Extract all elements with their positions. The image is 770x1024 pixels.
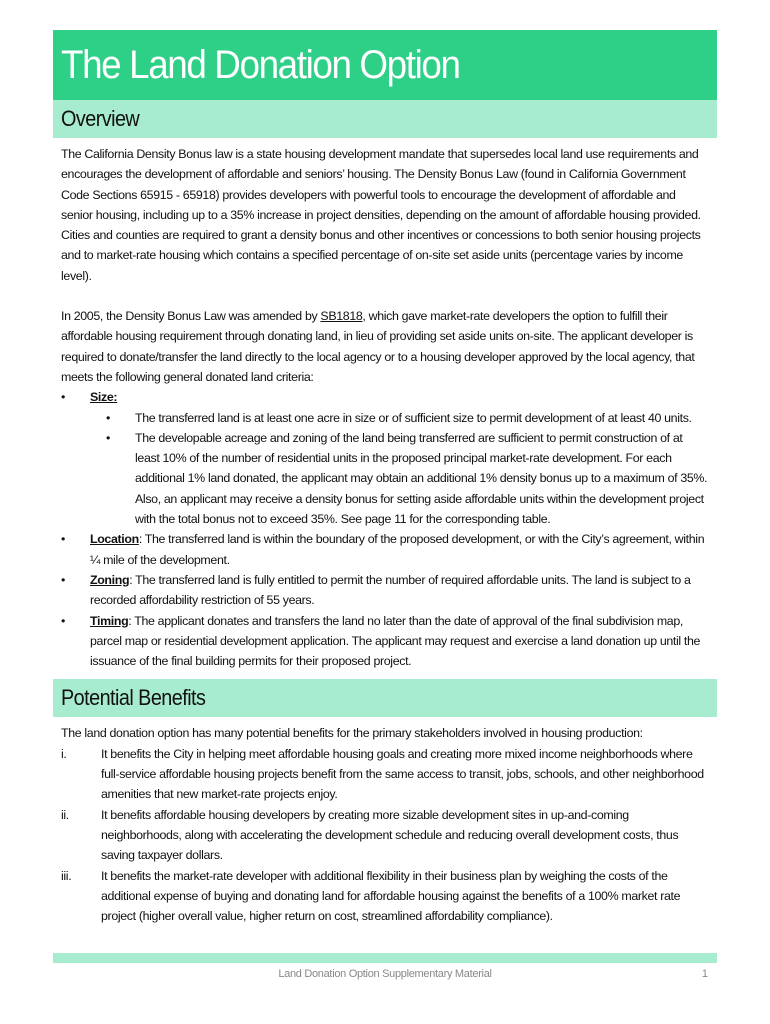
bullet-mark: • [61,613,65,628]
size-label: Size: [90,390,118,405]
location-label: Location [90,532,139,547]
size-item-2-text: The developable acreage and zoning of the land being transferred are sufficient to permit construction of at least 10% of the number of residential units in the proposed principal market-rate development. For each additional 1% land donated, the applicant may obtain an additional 1% density bonus up to a maximum of 35%. Also, an applicant may receive a density bonus for setting aside affordable units within the development project with the total bonus not to exceed 35%. See page 11 for the corresponding table. [135,430,708,527]
benefit-text: It benefits affordable housing developers by creating more sizable development sites in up-and-coming neighborhoods, along with accelerating the development schedule and reducing overall development costs, thus saving taxpayer dollars. [101,807,679,863]
location-text: : The transferred land is within the boundary of the proposed development, or with the City’s agreement, within ¼ mile of the development. [90,532,705,567]
overview-body [53,138,717,671]
zoning-label: Zoning [90,572,130,587]
bullet-mark: • [61,390,65,405]
criteria-size [61,387,709,407]
size-item-1 [61,408,709,428]
overview-heading-bar [53,100,717,138]
document-page [53,30,717,926]
size-item-1-text: The transferred land is at least one acre in size or of sufficient size to permit development of at least 40 units. [135,410,692,425]
overview-paragraph-1: The California Density Bonus law is a state housing development mandate that supersedes local land use requirements and encourages the development of affordable and seniors’ housing. The Density Bonus Law (found in California Government Code Sections 65915 - 65918) provides developers with powerful tools to encourage the development of affordable and senior housing, including up to a 35% increase in project densities, depending on the amount of affordable housing provided. Cities and counties are required to grant a density bonus and other incentives or concessions to both senior housing projects and to market-rate housing which contains a specified percentage of on-site set aside units (percentage varies by income level). [61,147,701,283]
page-number: 1 [701,968,708,980]
bullet-mark: • [61,532,65,547]
benefit-text: It benefits the City in helping meet affordable housing goals and creating more mixed income neighborhoods where full-service affordable housing projects benefit from the same access to transit, jobs, schools, and other neighborhood amenities that new market-rate projects enjoy. [101,746,704,802]
benefit-item [61,744,709,805]
benefit-text: It benefits the market-rate developer with additional flexibility in their business plan by weighing the costs of the additional expense of buying and donating land for affordable housing against the benefits of a 100% market rate project (higher overall value, higher return on cost, streamlined affordability compliance). [101,868,681,924]
para2-after: , which gave market-rate developers the option to fulfill their affordable housing requirement through donating land, in lieu of providing set aside units on-site. The applicant developer is required to donate/transfer the land directly to the local agency or to a housing developer approved by the local agency, that meets the following general donated land criteria: [61,309,695,384]
benefits-intro: The land donation option has many potential benefits for the primary stakeholders involved in housing production: [61,726,643,741]
overview-heading: Overview [61,106,140,131]
bullet-mark: • [106,410,110,425]
benefit-number: i. [61,746,67,761]
benefits-heading-bar [53,679,717,717]
bullet-mark: • [106,430,110,445]
bullet-mark: • [61,572,65,587]
benefits-body [53,717,717,926]
para2-before: In 2005, the Density Bonus Law was amended by [61,309,321,324]
page-title: The Land Donation Option [61,42,460,87]
title-banner [53,30,717,100]
footer-rule [53,953,717,963]
benefits-heading: Potential Benefits [61,685,206,711]
overview-paragraph-2 [61,306,709,387]
footer-text: Land Donation Option Supplementary Material [278,968,492,980]
timing-label: Timing [90,613,129,628]
sb1818-link[interactable]: SB1818 [320,309,363,324]
benefit-number: iii. [61,868,72,883]
benefit-number: ii. [61,807,69,822]
criteria-zoning [61,570,709,611]
size-item-2 [61,428,709,529]
benefit-item [61,805,709,866]
criteria-location [61,529,709,570]
criteria-timing [61,611,709,672]
timing-text: : The applicant donates and transfers the land no later than the date of approval of the final subdivision map, parcel map or residential development application. The applicant may request and exercise a land donation up until the issuance of the final building permits for their proposed project. [90,613,701,669]
benefit-item [61,866,709,927]
zoning-text: : The transferred land is fully entitled to permit the number of required affordable units. The land is subject to a recorded affordability restriction of 55 years. [90,572,691,608]
